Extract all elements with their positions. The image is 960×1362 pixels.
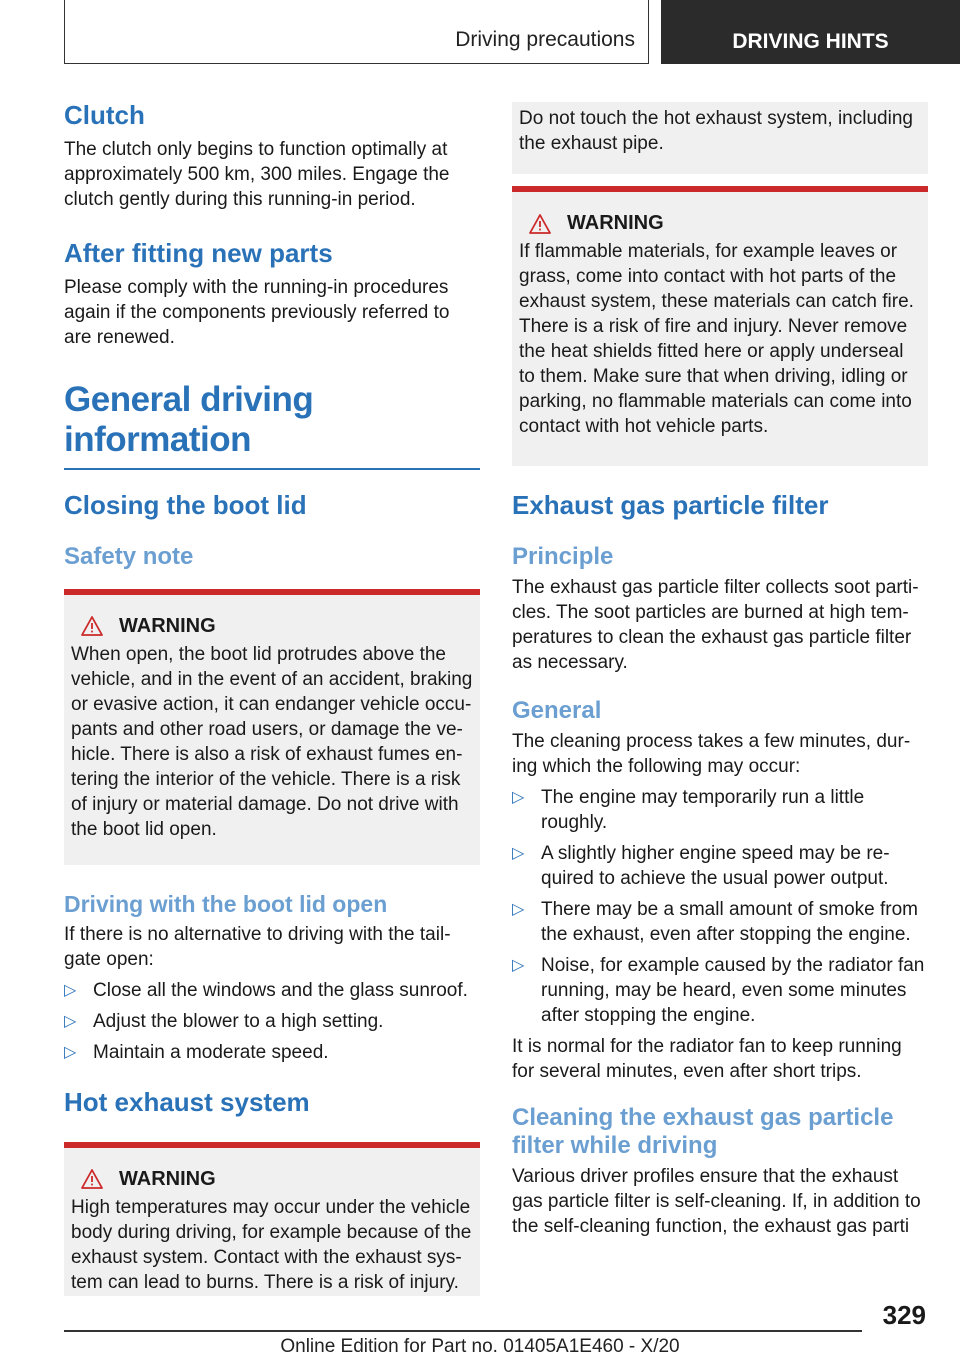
warning-label: WARNING xyxy=(567,212,664,234)
header-chapter-label: DRIVING HINTS xyxy=(732,30,889,53)
warning-text: High temperatures may occur under the vehicle body during driving, for example because of the exhaust system. Contact with the exhaust system can lead to burns. There is a risk of injury. xyxy=(71,1196,472,1293)
warning-title xyxy=(519,212,922,235)
footer-edition: Online Edition for Part no. 01405A1E460 - X/20 xyxy=(280,1336,680,1357)
principle-heading: Principle xyxy=(512,543,614,570)
warning-box-flammable xyxy=(512,186,928,466)
right-column xyxy=(512,102,928,1239)
triangle-bullet-icon: ▷ xyxy=(64,1012,77,1030)
warning-title xyxy=(71,615,474,638)
warning-label: WARNING xyxy=(119,1167,216,1190)
header-section-title: Driving precautions xyxy=(455,28,635,51)
warning-text: If flammable materials, for example leaves or grass, come into contact with hot parts of the exhaust system, these materials can catch fire. There is a risk of fire and injury. Never remove the heat shields fitted here or apply underseal to them. Make sure that when driving, idling or parking, no flammable materials can come into contact with hot vehicle parts. xyxy=(519,241,914,437)
header-chapter-tab xyxy=(661,0,960,64)
list-item xyxy=(512,897,928,947)
warning-triangle-icon xyxy=(81,1169,103,1189)
principle-text: The exhaust gas particle filter collects soot particles. The soot particles are burned at high temperatures to clean the exhaust gas particle filter as necessary. xyxy=(512,577,919,673)
page-number: 329 xyxy=(882,1300,926,1330)
parts-heading: After fitting new parts xyxy=(64,238,333,268)
triangle-bullet-icon: ▷ xyxy=(64,981,77,999)
driving-open-heading: Driving with the boot lid open xyxy=(64,890,388,917)
general-heading: General xyxy=(512,697,602,724)
list-item-text: Noise, for example caused by the radiator fan running, may be heard, even some minutes after stopping the engine. xyxy=(541,955,925,1026)
list-item xyxy=(64,978,480,1003)
safety-note-heading: Safety note xyxy=(64,542,194,570)
warning-label: WARNING xyxy=(119,614,216,637)
triangle-bullet-icon: ▷ xyxy=(512,789,525,806)
hot-exhaust-heading: Hot exhaust system xyxy=(64,1086,310,1117)
general-list xyxy=(512,785,928,1028)
list-item-text: The engine may temporarily run a little roughly. xyxy=(541,787,865,833)
fan-text: It is normal for the radiator fan to keep running for several minutes, even after short trips. xyxy=(512,1036,902,1082)
warning-title xyxy=(71,1168,474,1191)
list-item-text: Maintain a moderate speed. xyxy=(93,1041,329,1063)
triangle-bullet-icon: ▷ xyxy=(512,901,525,918)
list-item-text: Adjust the blower to a high setting. xyxy=(93,1010,384,1032)
list-item xyxy=(64,1009,480,1034)
driving-open-list xyxy=(64,978,480,1065)
footer-rule xyxy=(64,1330,862,1332)
list-item-text: There may be a small amount of smoke from the exhaust, even after stopping the engine. xyxy=(541,899,918,945)
warning-triangle-icon xyxy=(529,214,551,234)
triangle-bullet-icon: ▷ xyxy=(64,1043,77,1061)
warning-continuation-text: Do not touch the hot exhaust system, including the exhaust pipe. xyxy=(519,108,913,154)
general-driving-heading: General driving information xyxy=(64,380,314,459)
heading-rule xyxy=(64,468,480,470)
list-item xyxy=(512,841,928,891)
warning-text: When open, the boot lid protrudes above the vehicle, and in the event of an accident, braking or evasive action, it can endanger vehicle occupants and other road users, or damage the vehicle. There is also a risk of exhaust fumes entering the interior of the vehicle. There is a risk of injury or material damage. Do not drive with the boot lid open. xyxy=(71,643,473,840)
triangle-bullet-icon: ▷ xyxy=(512,845,525,862)
particle-filter-heading: Exhaust gas particle filter xyxy=(512,490,829,520)
clutch-heading: Clutch xyxy=(64,100,145,130)
triangle-bullet-icon: ▷ xyxy=(512,957,525,974)
clutch-text: The clutch only begins to function optimally at approximately 500 km, 300 miles. Engage the clutch gently during this running-in period. xyxy=(64,139,450,210)
list-item xyxy=(512,785,928,835)
list-item-text: A slightly higher engine speed may be required to achieve the usual power output. xyxy=(541,843,890,889)
warning-box-hot-exhaust xyxy=(64,1142,480,1296)
left-column xyxy=(64,100,480,1296)
warning-continuation-box xyxy=(512,102,928,174)
driving-open-text: If there is no alternative to driving with the tailgate open: xyxy=(64,923,451,970)
parts-text: Please comply with the running-in procedures again if the components previously referred to are renewed. xyxy=(64,277,450,348)
cleaning-text: Various driver profiles ensure that the exhaust gas particle filter is self-cleaning. If, in addition to the self-cleaning function, the exhaust gas parti xyxy=(512,1166,921,1237)
list-item-text: Close all the windows and the glass sunroof. xyxy=(93,979,468,1001)
list-item xyxy=(512,953,928,1028)
list-item xyxy=(64,1040,480,1065)
warning-box-boot-lid xyxy=(64,589,480,865)
general-text: The cleaning process takes a few minutes, during which the following may occur: xyxy=(512,731,911,777)
boot-lid-heading: Closing the boot lid xyxy=(64,489,307,520)
warning-triangle-icon xyxy=(81,616,103,636)
cleaning-heading: Cleaning the exhaust gas particle filter while driving xyxy=(512,1104,894,1159)
